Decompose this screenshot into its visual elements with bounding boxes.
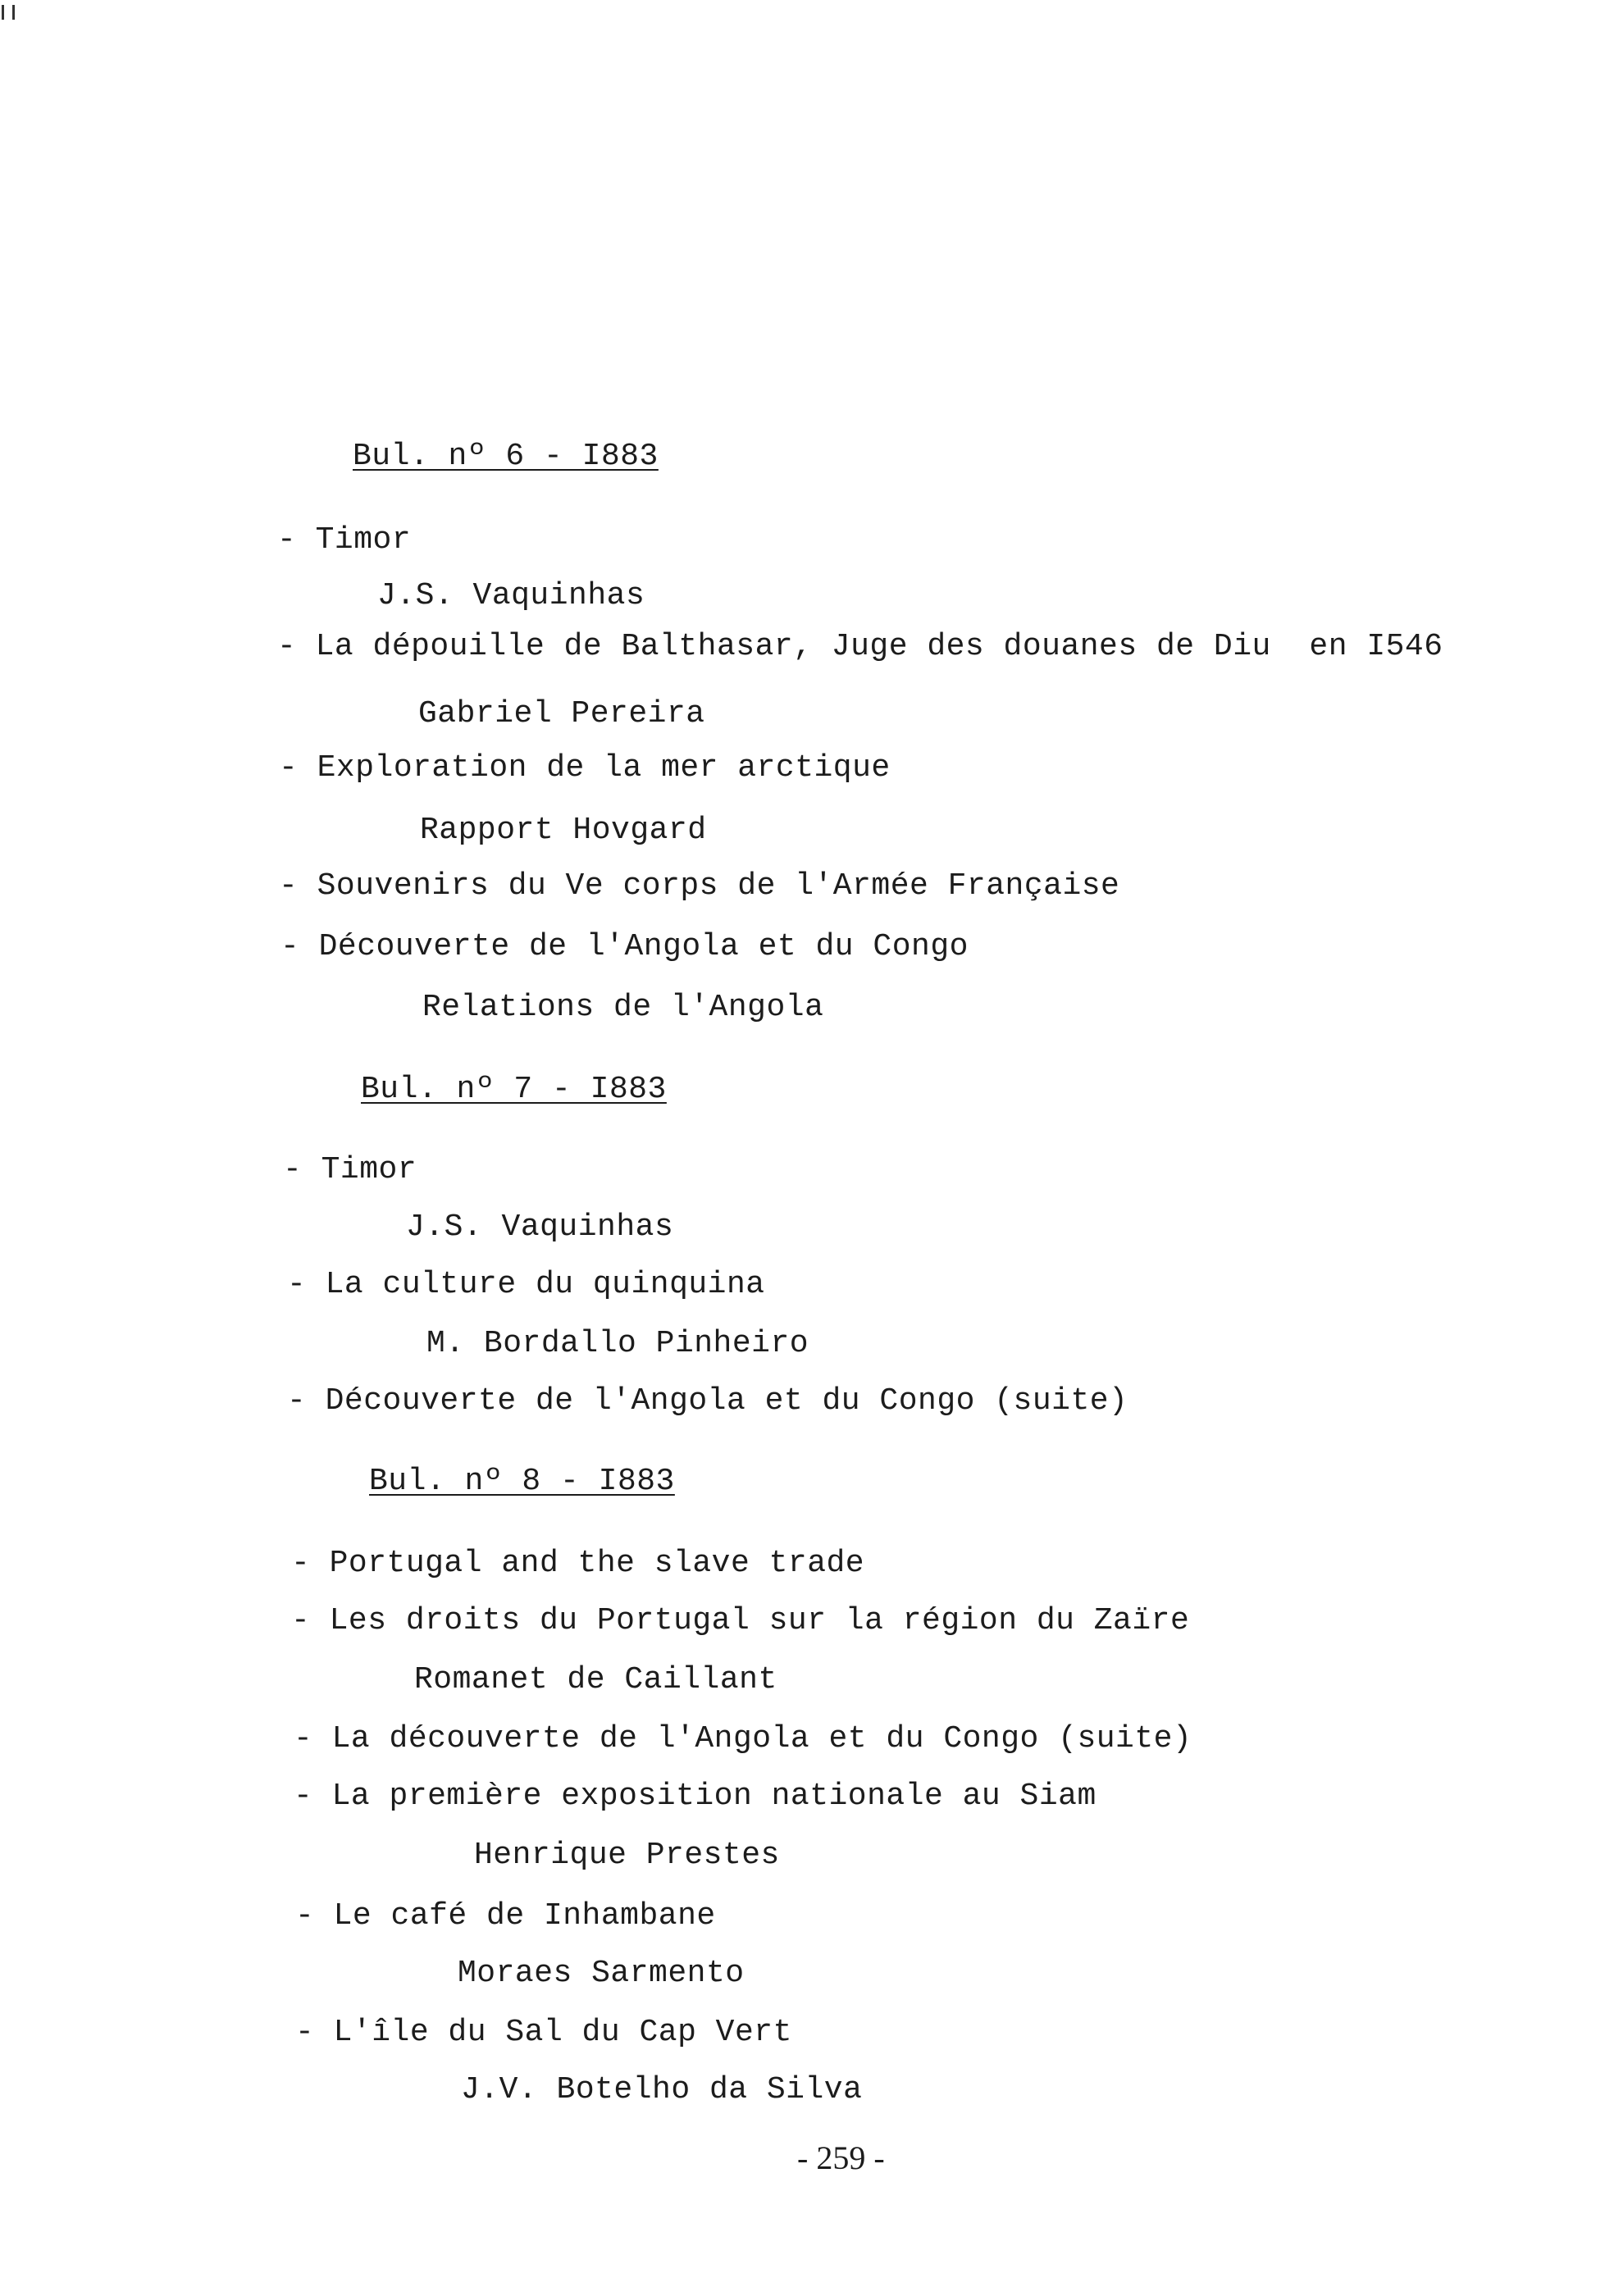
entry-title: - Portugal and the slave trade — [291, 1548, 864, 1579]
section-heading: Bul. nº 7 - I883 — [361, 1072, 667, 1107]
entry-title: - Souvenirs du Ve corps de l'Armée Française — [279, 871, 1119, 902]
entry-title: - Le café de Inhambane — [295, 1901, 716, 1932]
entry-title: - La dépouille de Balthasar, Juge des douanes de Diu en I546 — [277, 631, 1443, 663]
scan-artifact — [2, 5, 15, 20]
entry-author: J.S. Vaquinhas — [377, 578, 645, 613]
entry-author: Romanet de Caillant — [414, 1662, 777, 1697]
entry-author: M. Bordallo Pinheiro — [426, 1326, 809, 1361]
entry-title: - Les droits du Portugal sur la région du Zaïre — [291, 1606, 1189, 1637]
section-heading: Bul. nº 6 - I883 — [353, 439, 659, 474]
entry-title: - La culture du quinquina — [287, 1269, 765, 1301]
entry-author: Rapport Hovgard — [420, 813, 707, 848]
entry-title: - La première exposition nationale au Siam — [294, 1781, 1097, 1812]
entry-author: Gabriel Pereira — [418, 696, 705, 731]
entry-title: - La découverte de l'Angola et du Congo (suite) — [294, 1724, 1192, 1755]
entry-author: Henrique Prestes — [474, 1838, 780, 1873]
entry-author: J.V. Botelho da Silva — [461, 2072, 863, 2107]
entry-title: - Timor — [277, 525, 411, 556]
entry-title: - Découverte de l'Angola et du Congo (suite) — [287, 1386, 1128, 1417]
entry-author: J.S. Vaquinhas — [406, 1210, 674, 1245]
page-number: - 259 - — [797, 2139, 885, 2176]
entry-title: - Découverte de l'Angola et du Congo — [280, 932, 969, 963]
entry-title: - Exploration de la mer arctique — [279, 753, 891, 784]
entry-author: Moraes Sarmento — [458, 1956, 745, 1991]
entry-author: Relations de l'Angola — [422, 990, 824, 1025]
section-heading: Bul. nº 8 - I883 — [369, 1464, 675, 1499]
entry-title: - Timor — [283, 1155, 417, 1186]
entry-title: - L'île du Sal du Cap Vert — [295, 2017, 792, 2048]
